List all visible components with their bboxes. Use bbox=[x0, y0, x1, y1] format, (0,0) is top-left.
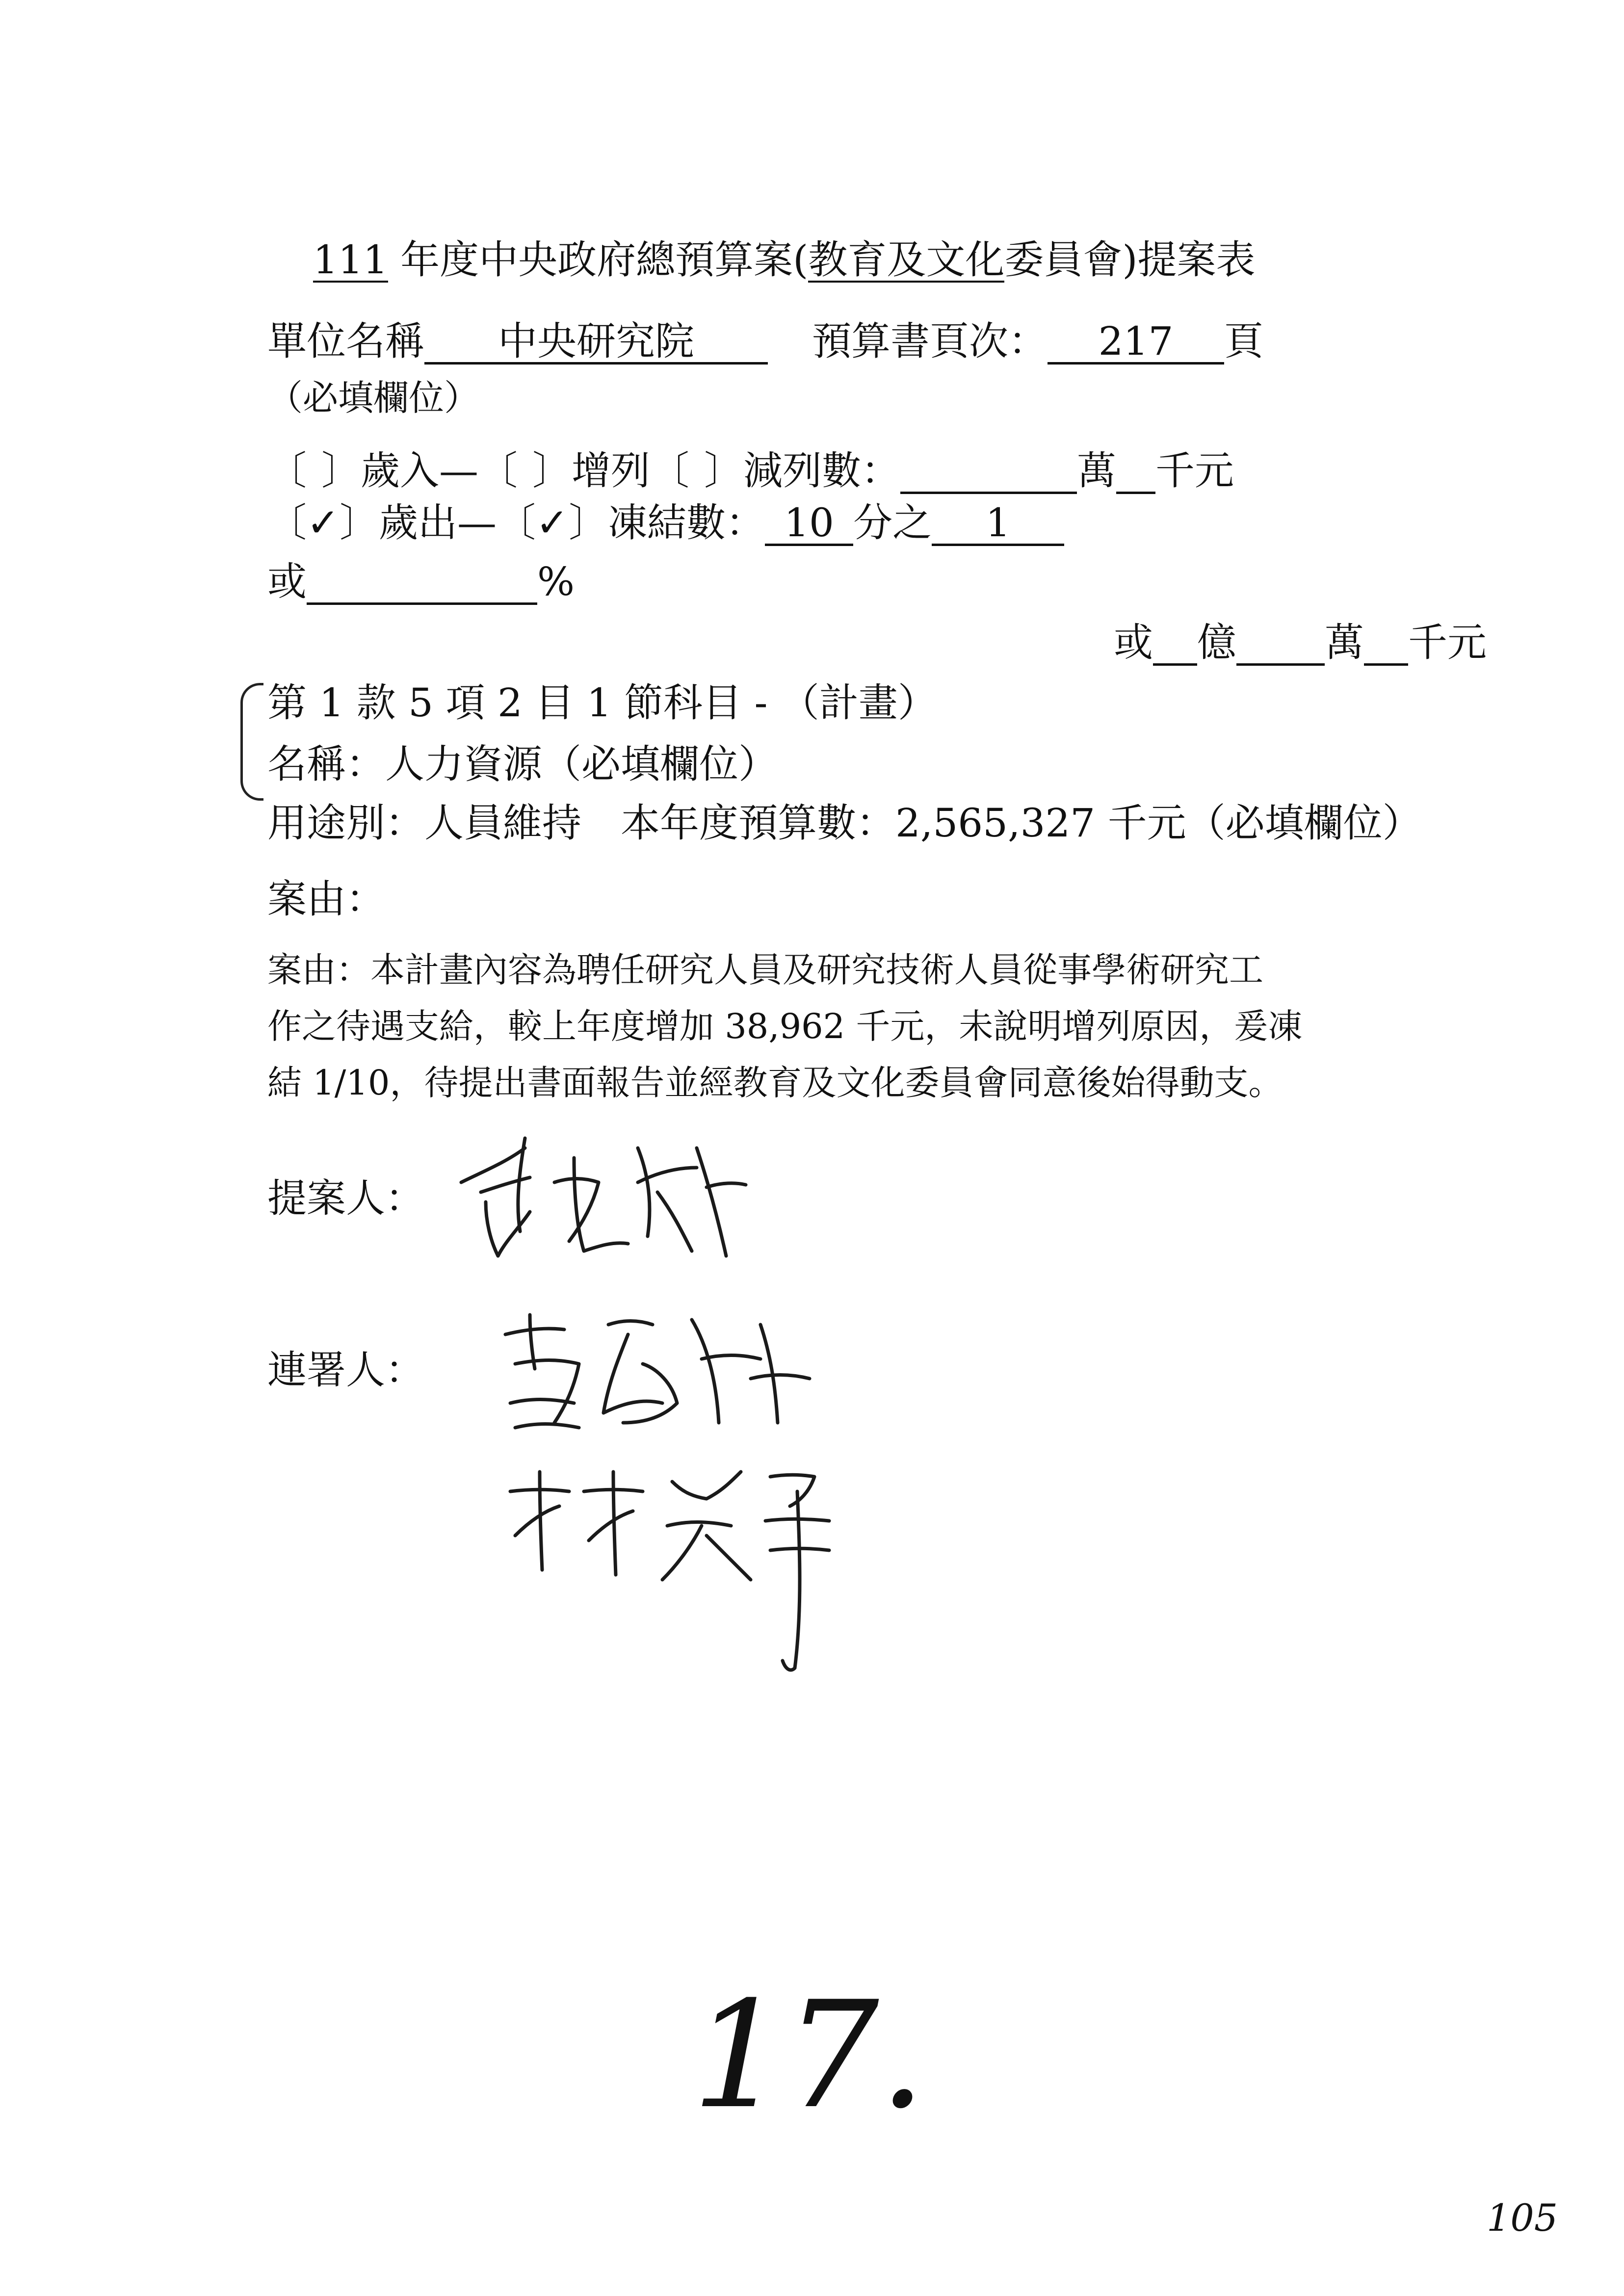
decrease-count-label: 減列數： bbox=[743, 448, 900, 494]
unit-value: 中央研究院 bbox=[424, 321, 768, 365]
yi-label: 億 bbox=[1197, 620, 1236, 665]
revenue-row bbox=[267, 447, 1234, 495]
unit-row bbox=[267, 318, 1263, 365]
freeze-bracket-close: 〕 bbox=[569, 500, 608, 546]
revenue-bracket-open: 〔 bbox=[267, 448, 307, 494]
decrease-bracket-open: 〔 bbox=[650, 448, 689, 494]
yi-blank bbox=[1153, 622, 1197, 666]
revenue-bracket-close: 〕 bbox=[321, 448, 361, 494]
expense-check-icon: ✓ bbox=[307, 500, 340, 546]
cosigner-signature-2 bbox=[496, 1462, 839, 1680]
wan-label-2: 萬 bbox=[1325, 620, 1364, 665]
reason-text-line-2: 作之待遇支給，較上年度增加 38,962 千元，未說明增列原因，爰凍 bbox=[267, 1006, 1303, 1046]
fraction-word: 分之 bbox=[853, 500, 932, 546]
unit-label: 單位名稱 bbox=[267, 318, 424, 364]
expense-bracket-close: 〕 bbox=[340, 500, 379, 546]
decrease-qian-blank bbox=[1116, 450, 1155, 494]
expense-label: 歲出— bbox=[379, 500, 497, 546]
required-note: （必填欄位） bbox=[267, 377, 480, 418]
freeze-bracket-open: 〔 bbox=[497, 500, 536, 546]
page-unit: 頁 bbox=[1224, 318, 1263, 364]
expense-bracket-open: 〔 bbox=[267, 500, 307, 546]
qian-yuan-label-2: 千元 bbox=[1408, 620, 1487, 665]
page-number: 105 bbox=[1487, 2196, 1558, 2240]
qian-blank bbox=[1364, 622, 1408, 666]
increase-bracket-open: 〔 bbox=[478, 448, 518, 494]
or-amount-label: 或 bbox=[1114, 620, 1153, 665]
increase-label: 增列 bbox=[572, 448, 650, 494]
subject-line: 第 1 款 5 項 2 目 1 節科目 - （計畫） bbox=[267, 680, 937, 726]
reason-heading: 案由： bbox=[267, 876, 385, 922]
wan-label: 萬 bbox=[1077, 448, 1116, 494]
form-title-end: 委員會)提案表 bbox=[1004, 237, 1256, 283]
qian-yuan-label: 千元 bbox=[1155, 448, 1234, 494]
decrease-bracket-close: 〕 bbox=[704, 448, 743, 494]
proposal-number: 17. bbox=[692, 1970, 926, 2141]
or-label: 或 bbox=[267, 559, 307, 604]
percent-sign: % bbox=[537, 559, 575, 604]
cosigner-signature-1 bbox=[496, 1305, 829, 1444]
freeze-denominator: 1 bbox=[932, 502, 1064, 546]
proposer-signature bbox=[451, 1128, 756, 1278]
or-percent-row bbox=[267, 558, 575, 605]
increase-bracket-close: 〕 bbox=[532, 448, 572, 494]
reason-text-line-1: 案由：本計畫內容為聘任研究人員及研究技術人員從事學術研究工 bbox=[267, 950, 1263, 990]
form-title bbox=[313, 236, 1256, 284]
decrease-wan-blank bbox=[900, 450, 1077, 494]
freeze-label: 凍結數： bbox=[608, 500, 765, 546]
subject-brace bbox=[240, 683, 263, 801]
percent-blank bbox=[307, 561, 537, 605]
freeze-numerator: 10 bbox=[765, 502, 853, 546]
revenue-label: 歲入— bbox=[361, 448, 478, 494]
wan-blank bbox=[1236, 622, 1325, 666]
page-value: 217 bbox=[1048, 321, 1224, 365]
form-committee: 教育及文化 bbox=[808, 237, 1005, 283]
reason-text-line-3: 結 1/10，待提出書面報告並經教育及文化委員會同意後始得動支。 bbox=[267, 1063, 1283, 1103]
proposer-label: 提案人： bbox=[267, 1175, 424, 1221]
or-amount-row bbox=[1114, 619, 1487, 666]
freeze-check-icon: ✓ bbox=[536, 500, 569, 546]
use-line: 用途別：人員維持 本年度預算數：2,565,327 千元（必填欄位） bbox=[267, 800, 1422, 846]
expense-row bbox=[267, 499, 1064, 547]
form-title-mid: 年度中央政府總預算案( bbox=[388, 237, 809, 283]
cosigner-label: 連署人： bbox=[267, 1347, 424, 1393]
page-label: 預算書頁次： bbox=[812, 318, 1048, 364]
name-line: 名稱：人力資源（必填欄位） bbox=[267, 741, 778, 787]
form-year: 111 bbox=[313, 237, 388, 283]
